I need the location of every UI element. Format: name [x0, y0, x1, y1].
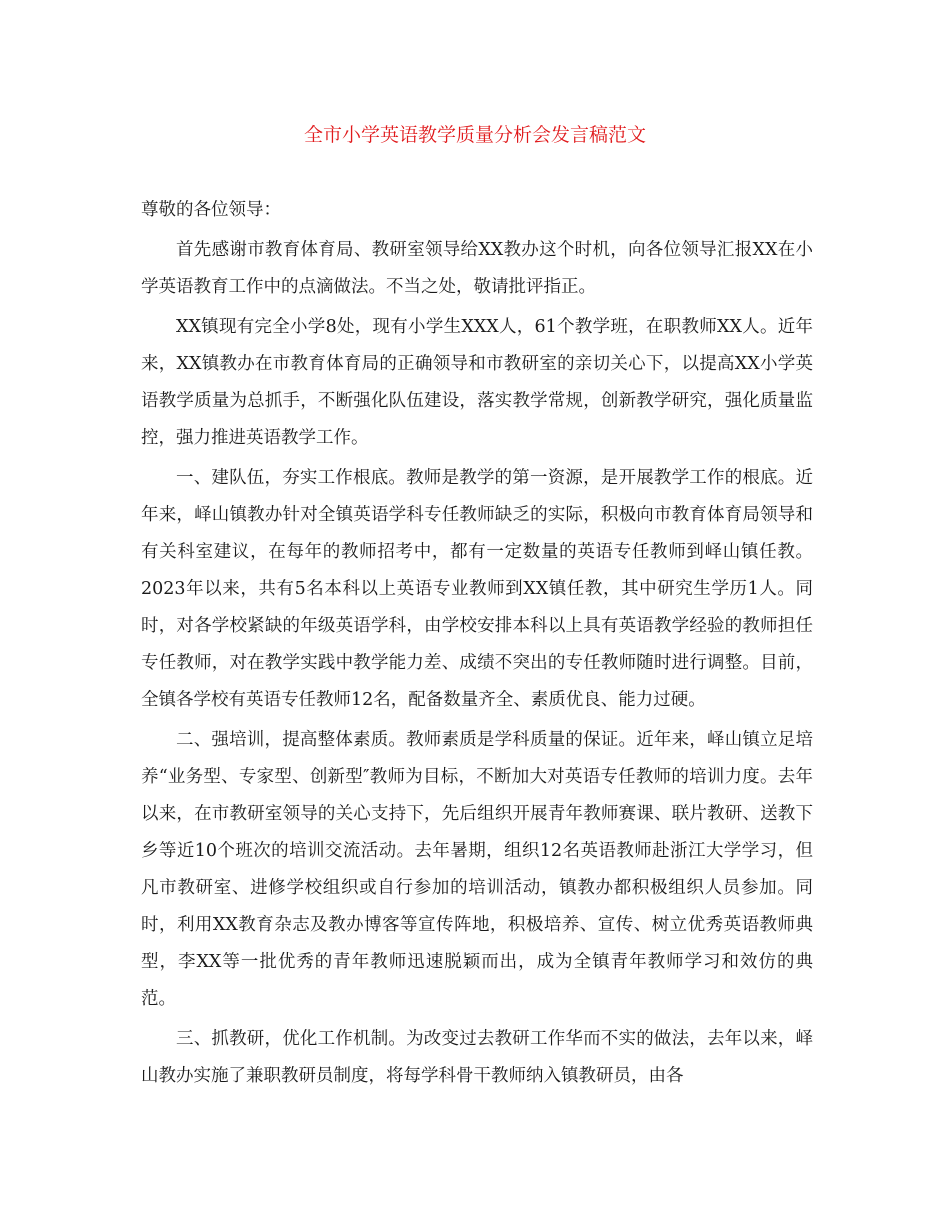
paragraph: XX镇现有完全小学8处，现有小学生XXX人，61个教学班，在职教师XX人。近年来，XX镇教办在市教育体育局的正确领导和市教研室的亲切关心下，以提高XX小学英语教学质量为总抓手，不断强化队伍建设，落实教学常规，创新教学研究，强化质量监控，强力推进英语教学工作。	[141, 317, 813, 448]
paragraph: 三、抓教研，优化工作机制。为改变过去教研工作华而不实的做法，去年以来，峄山教办实施了兼职教研员制度，将每学科骨干教师纳入镇教研员，由各	[141, 1029, 813, 1086]
paragraph: 首先感谢市教育体育局、教研室领导给XX教办这个时机，向各位领导汇报XX在小学英语教育工作中的点滴做法。不当之处，敬请批评指正。	[141, 240, 813, 297]
document-body	[141, 192, 813, 1098]
salutation: 尊敬的各位领导：	[141, 200, 281, 220]
document-title: 全市小学英语教学质量分析会发言稿范文	[303, 124, 646, 146]
paragraph: 二、强培训，提高整体素质。教师素质是学科质量的保证。近年来，峄山镇立足培养“业务型、专家型、创新型″教师为目标，不断加大对英语专任教师的培训力度。去年以来，在市教研室领导的关心支持下，先后组织开展青年教师赛课、联片教研、送教下乡等近10个班次的培训交流活动。去年暑期，组织12名英语教师赴浙江大学学习，但凡市教研室、进修学校组织或自行参加的培训活动，镇教办都积极组织人员参加。同时，利用XX教育杂志及教办博客等宣传阵地，积极培养、宣传、树立优秀英语教师典型，李XX等一批优秀的青年教师迅速脱颖而出，成为全镇青年教师学习和效仿的典范。	[141, 730, 813, 1009]
paragraph: 一、建队伍，夯实工作根底。教师是教学的第一资源，是开展教学工作的根底。近年来，峄山镇教办针对全镇英语学科专任教师缺乏的实际，积极向市教育体育局领导和有关科室建议，在每年的教师招考中，都有一定数量的英语专任教师到峄山镇任教。2023年以来，共有5名本科以上英语专业教师到XX镇任教，其中研究生学历1人。同时，对各学校紧缺的年级英语学科，由学校安排本科以上具有英语教学经验的教师担任专任教师，对在教学实践中教学能力差、成绩不突出的专任教师随时进行调整。目前，全镇各学校有英语专任教师12名，配备数量齐全、素质优良、能力过硬。	[141, 468, 813, 710]
